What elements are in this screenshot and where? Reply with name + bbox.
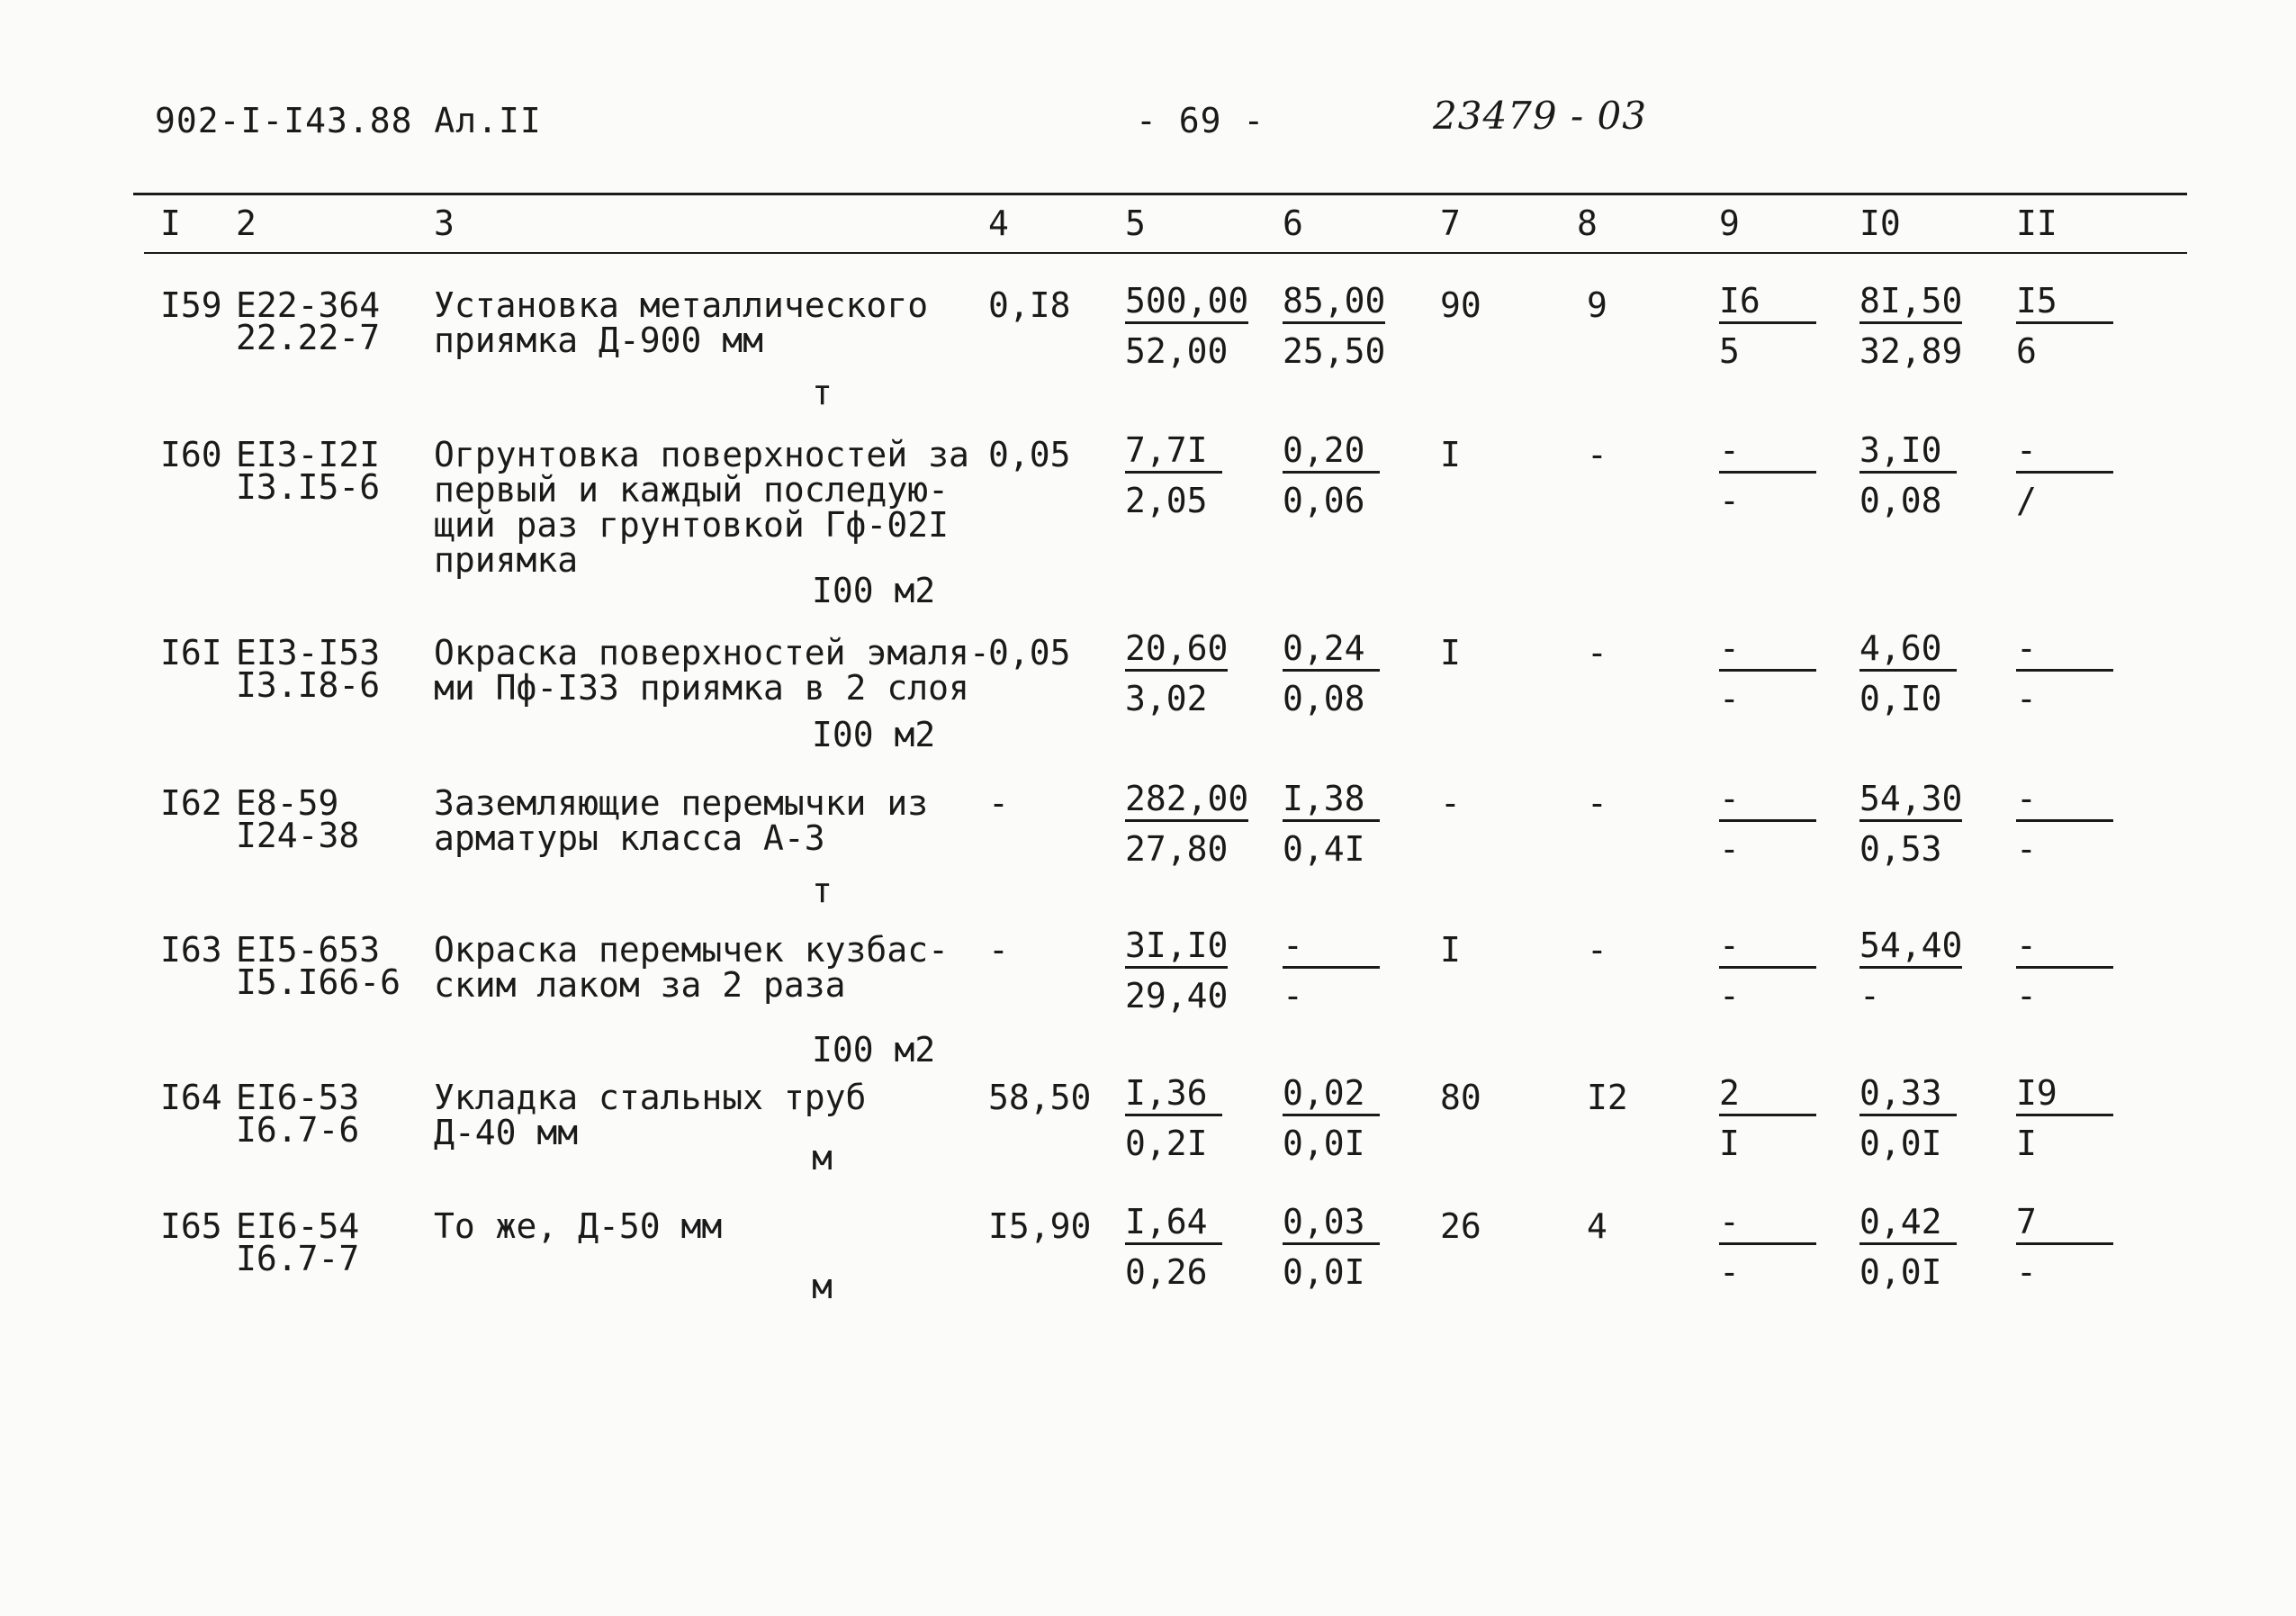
total-cost-numerator: 4,60 <box>1859 630 1957 672</box>
cost-per-unit-numerator: 500,00 <box>1125 283 1248 324</box>
col7-value: I <box>1440 633 1461 673</box>
price-code: I3.I5-6 <box>236 467 381 507</box>
machine-cost <box>1283 927 1418 1014</box>
col7-value: I <box>1440 435 1461 474</box>
norm-code: ЕI3-I53 <box>236 633 381 673</box>
cost-per-unit-denominator: 0,26 <box>1125 1252 1208 1292</box>
machine-cost-numerator: - <box>1283 927 1380 969</box>
machine-cost <box>1283 432 1418 519</box>
column-number-6: 6 <box>1283 203 1303 243</box>
col7-value: I <box>1440 930 1461 970</box>
cost-per-unit-denominator: 27,80 <box>1125 829 1229 869</box>
doc-code: 902-I-I43.88 Ал.II <box>155 101 542 140</box>
total-cost <box>1859 432 1994 519</box>
row-number: I60 <box>160 435 222 474</box>
work-description: Огрунтовка поверхностей за первый и каждый последую- щий раз грунтовкой Гф-02I приямка <box>434 435 969 580</box>
total-cost-numerator: 54,40 <box>1859 927 1962 969</box>
col9-value <box>1719 927 1854 1014</box>
cost-per-unit-denominator: 52,00 <box>1125 331 1229 371</box>
column-number-2: 2 <box>236 203 257 243</box>
col11-value <box>2016 1204 2151 1290</box>
total-cost-denominator: 0,0I <box>1859 1124 1942 1163</box>
price-code: 22.22-7 <box>236 318 381 357</box>
machine-cost-denominator: 25,50 <box>1283 331 1386 371</box>
quantity: 58,50 <box>988 1078 1092 1117</box>
norm-code: ЕI6-54 <box>236 1206 360 1246</box>
col9-value-numerator: - <box>1719 781 1816 822</box>
machine-cost-numerator: 0,03 <box>1283 1204 1380 1245</box>
machine-cost-numerator: 0,20 <box>1283 432 1380 474</box>
col11-value <box>2016 1075 2151 1161</box>
total-cost-denominator: - <box>1859 976 1880 1016</box>
cost-per-unit <box>1125 1204 1260 1290</box>
col9-value-denominator: - <box>1719 679 1740 718</box>
total-cost-numerator: 3,I0 <box>1859 432 1957 474</box>
quantity: - <box>988 783 1009 823</box>
total-cost-denominator: 32,89 <box>1859 331 1963 371</box>
cost-per-unit-denominator: 3,02 <box>1125 679 1208 718</box>
column-number-7: 7 <box>1440 203 1461 243</box>
row-number: I63 <box>160 930 222 970</box>
col9-value-numerator: 2 <box>1719 1075 1816 1116</box>
quantity: I5,90 <box>988 1206 1092 1246</box>
quantity: 0,05 <box>988 633 1071 673</box>
machine-cost-numerator: 85,00 <box>1283 283 1385 324</box>
col11-value-denominator: - <box>2016 976 2037 1016</box>
col11-value-denominator: / <box>2016 481 2037 520</box>
machine-cost-numerator: I,38 <box>1283 781 1380 822</box>
unit-of-measure: м <box>812 1138 833 1178</box>
machine-cost-numerator: 0,24 <box>1283 630 1380 672</box>
col11-value <box>2016 630 2151 717</box>
col9-value-numerator: - <box>1719 630 1816 672</box>
cost-per-unit <box>1125 1075 1260 1161</box>
table-header-rule <box>144 252 2187 254</box>
price-code: I3.I8-6 <box>236 665 381 705</box>
col11-value-numerator: - <box>2016 781 2113 822</box>
total-cost-numerator: 8I,50 <box>1859 283 1962 324</box>
col9-value <box>1719 1204 1854 1290</box>
col11-value-denominator: I <box>2016 1124 2037 1163</box>
column-number-5: 5 <box>1125 203 1146 243</box>
norm-code: ЕI5-653 <box>236 930 381 970</box>
col9-value-numerator: I6 <box>1719 283 1816 324</box>
cost-per-unit-numerator: 3I,I0 <box>1125 927 1228 969</box>
work-description: Окраска поверхностей эмаля- ми Пф-I33 приямка в 2 слоя <box>434 633 990 708</box>
cost-per-unit-numerator: 282,00 <box>1125 781 1248 822</box>
cost-per-unit-numerator: I,64 <box>1125 1204 1222 1245</box>
norm-code: ЕI6-53 <box>236 1078 360 1117</box>
col9-value-denominator: 5 <box>1719 331 1740 371</box>
col11-value <box>2016 927 2151 1014</box>
unit-of-measure: м <box>812 1267 833 1306</box>
cost-per-unit-denominator: 2,05 <box>1125 481 1208 520</box>
col11-value <box>2016 283 2151 369</box>
machine-cost <box>1283 781 1418 867</box>
col11-value-denominator: 6 <box>2016 331 2037 371</box>
cost-per-unit-numerator: 7,7I <box>1125 432 1222 474</box>
column-number-3: 3 <box>434 203 455 243</box>
col11-value-denominator: - <box>2016 829 2037 869</box>
total-cost <box>1859 927 1994 1014</box>
column-number-1: I <box>160 203 181 243</box>
col9-value-numerator: - <box>1719 432 1816 474</box>
total-cost-numerator: 0,42 <box>1859 1204 1957 1245</box>
work-description: Заземляющие перемычки из арматуры класса А-3 <box>434 783 929 858</box>
work-description: То же, Д-50 мм <box>434 1206 723 1246</box>
unit-of-measure: т <box>812 871 833 910</box>
unit-of-measure: I00 м2 <box>812 571 936 610</box>
col7-value: 26 <box>1440 1206 1481 1246</box>
quantity: 0,I8 <box>988 285 1071 325</box>
col11-value <box>2016 432 2151 519</box>
quantity: - <box>988 930 1009 970</box>
col9-value-numerator: - <box>1719 1204 1816 1245</box>
col11-value-denominator: - <box>2016 679 2037 718</box>
machine-cost-denominator: - <box>1283 976 1303 1016</box>
col8-value: 4 <box>1587 1206 1607 1246</box>
col9-value-denominator: - <box>1719 976 1740 1016</box>
row-number: I59 <box>160 285 222 325</box>
col9-value-denominator: - <box>1719 1252 1740 1292</box>
col9-value <box>1719 432 1854 519</box>
col7-value: 90 <box>1440 285 1481 325</box>
column-number-11: II <box>2016 203 2057 243</box>
work-description: Окраска перемычек кузбас- ским лаком за 2 раза <box>434 930 949 1005</box>
work-description: Укладка стальных труб Д-40 мм <box>434 1078 867 1152</box>
price-code: I6.7-7 <box>236 1239 360 1278</box>
total-cost <box>1859 1075 1994 1161</box>
machine-cost <box>1283 283 1418 369</box>
price-code: I6.7-6 <box>236 1110 360 1150</box>
norm-code: ЕI3-I2I <box>236 435 381 474</box>
quantity: 0,05 <box>988 435 1071 474</box>
cost-per-unit <box>1125 630 1260 717</box>
col8-value: - <box>1587 783 1607 823</box>
table-top-rule <box>133 193 2187 195</box>
total-cost-denominator: 0,08 <box>1859 481 1942 520</box>
col11-value-denominator: - <box>2016 1252 2037 1292</box>
page-number: - 69 - <box>1136 101 1265 140</box>
total-cost <box>1859 1204 1994 1290</box>
col11-value <box>2016 781 2151 867</box>
column-number-4: 4 <box>988 203 1009 243</box>
cost-per-unit <box>1125 283 1260 369</box>
col8-value: - <box>1587 633 1607 673</box>
col9-value <box>1719 781 1854 867</box>
col8-value: 9 <box>1587 285 1607 325</box>
machine-cost <box>1283 1075 1418 1161</box>
col8-value: - <box>1587 435 1607 474</box>
machine-cost-denominator: 0,0I <box>1283 1124 1365 1163</box>
total-cost-denominator: 0,53 <box>1859 829 1942 869</box>
machine-cost-denominator: 0,0I <box>1283 1252 1365 1292</box>
col9-value-denominator: I <box>1719 1124 1740 1163</box>
col9-value <box>1719 283 1854 369</box>
price-code: I24-38 <box>236 816 360 855</box>
row-number: I6I <box>160 633 222 673</box>
cost-per-unit <box>1125 432 1260 519</box>
row-number: I65 <box>160 1206 222 1246</box>
row-number: I64 <box>160 1078 222 1117</box>
unit-of-measure: I00 м2 <box>812 715 936 754</box>
col11-value-numerator: - <box>2016 432 2113 474</box>
work-description: Установка металлического приямка Д-900 мм <box>434 285 929 360</box>
unit-of-measure: I00 м2 <box>812 1030 936 1070</box>
cost-per-unit-denominator: 29,40 <box>1125 976 1229 1016</box>
col11-value-numerator: I9 <box>2016 1075 2113 1116</box>
col11-value-numerator: - <box>2016 927 2113 969</box>
col8-value: - <box>1587 930 1607 970</box>
col8-value: I2 <box>1587 1078 1628 1117</box>
col9-value-denominator: - <box>1719 829 1740 869</box>
handwritten-note: 23479 - 03 <box>1433 94 1647 138</box>
total-cost-denominator: 0,I0 <box>1859 679 1942 718</box>
machine-cost <box>1283 630 1418 717</box>
machine-cost <box>1283 1204 1418 1290</box>
col11-value-numerator: 7 <box>2016 1204 2113 1245</box>
column-number-10: I0 <box>1859 203 1901 243</box>
cost-per-unit-numerator: I,36 <box>1125 1075 1222 1116</box>
norm-code: Е8-59 <box>236 783 339 823</box>
total-cost-numerator: 0,33 <box>1859 1075 1957 1116</box>
col9-value-denominator: - <box>1719 481 1740 520</box>
total-cost <box>1859 283 1994 369</box>
col11-value-numerator: - <box>2016 630 2113 672</box>
total-cost <box>1859 781 1994 867</box>
machine-cost-numerator: 0,02 <box>1283 1075 1380 1116</box>
norm-code: Е22-364 <box>236 285 381 325</box>
machine-cost-denominator: 0,4I <box>1283 829 1365 869</box>
machine-cost-denominator: 0,06 <box>1283 481 1365 520</box>
cost-per-unit-denominator: 0,2I <box>1125 1124 1208 1163</box>
column-number-9: 9 <box>1719 203 1740 243</box>
col9-value <box>1719 1075 1854 1161</box>
col7-value: 80 <box>1440 1078 1481 1117</box>
column-number-8: 8 <box>1577 203 1598 243</box>
col11-value-numerator: I5 <box>2016 283 2113 324</box>
total-cost <box>1859 630 1994 717</box>
row-number: I62 <box>160 783 222 823</box>
cost-per-unit <box>1125 927 1260 1014</box>
unit-of-measure: т <box>812 373 833 412</box>
cost-per-unit-numerator: 20,60 <box>1125 630 1228 672</box>
total-cost-denominator: 0,0I <box>1859 1252 1942 1292</box>
price-code: I5.I66-6 <box>236 962 401 1002</box>
col7-value: - <box>1440 783 1461 823</box>
col9-value-numerator: - <box>1719 927 1816 969</box>
total-cost-numerator: 54,30 <box>1859 781 1962 822</box>
machine-cost-denominator: 0,08 <box>1283 679 1365 718</box>
col9-value <box>1719 630 1854 717</box>
cost-per-unit <box>1125 781 1260 867</box>
